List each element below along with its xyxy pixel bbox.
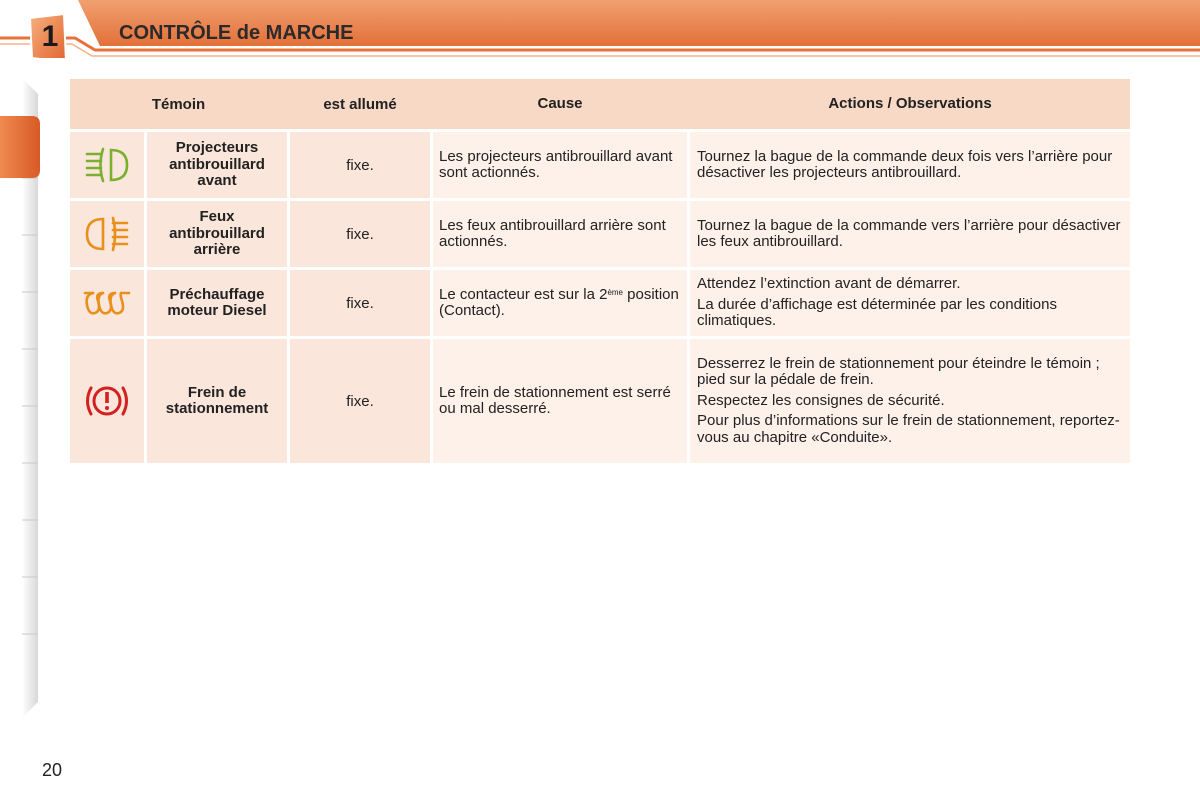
light-cause: Les feux antibrouillard arrière sont actionnés. <box>433 201 687 267</box>
light-name: Feux antibrouillard arrière <box>147 201 287 267</box>
column-header-state: est allumé <box>290 79 430 129</box>
light-state: fixe. <box>290 201 430 267</box>
light-cause: Les projecteurs antibrouillard avant sont actionnés. <box>433 132 687 198</box>
front-fog-light-icon <box>81 145 133 185</box>
cause-text-start: Le contacteur est sur la 2 <box>439 285 608 303</box>
table-row <box>70 339 1130 463</box>
rear-fog-light-icon <box>81 214 133 254</box>
light-actions <box>690 132 1130 198</box>
action-text: Attendez l’extinction avant de démarrer. <box>697 275 961 293</box>
action-text: La durée d’affichage est déterminée par les conditions climatiques. <box>697 295 1057 330</box>
icon-cell <box>70 339 144 463</box>
icon-cell <box>70 201 144 267</box>
light-name: Préchauffage moteur Diesel <box>147 270 287 336</box>
table-row <box>70 201 1130 267</box>
column-header-cause: Cause <box>433 79 687 129</box>
diesel-preheating-icon <box>81 283 133 323</box>
page-number: 20 <box>42 760 63 780</box>
light-actions <box>690 270 1130 336</box>
icon-cell <box>70 132 144 198</box>
light-state: fixe. <box>290 132 430 198</box>
table-row <box>70 270 1130 336</box>
light-state: fixe. <box>290 339 430 463</box>
light-name: Frein de stationnement <box>147 339 287 463</box>
cause-superscript: ème <box>607 287 623 297</box>
chapter-number: 1 <box>41 20 59 53</box>
column-header-actions: Actions / Observations <box>690 79 1130 129</box>
chapter-header <box>0 0 1200 58</box>
column-header-temoin: Témoin <box>70 79 287 129</box>
action-text: Tournez la bague de la commande vers l’arrière pour désactiver les feux antibrouillard. <box>697 216 1121 250</box>
action-text: Pour plus d’informations sur le frein de stationnement, reportez-vous au chapitre «Conduite». <box>697 412 1120 446</box>
page-title: CONTRÔLE de MARCHE <box>119 22 354 44</box>
table-header-row <box>70 79 1130 129</box>
action-text: Tournez la bague de la commande deux fois vers l’arrière pour désactiver les projecteurs antibrouillard. <box>697 147 1113 181</box>
light-cause: Le frein de stationnement est serré ou mal desserré. <box>433 339 687 463</box>
parking-brake-icon <box>81 379 133 423</box>
chapter-side-tabs <box>0 78 44 718</box>
side-tabs-graphic <box>0 78 44 718</box>
light-state: fixe. <box>290 270 430 336</box>
action-text: Desserrez le frein de stationnement pour éteindre le témoin ; pied sur la pédale de frein. <box>697 354 1100 389</box>
icon-cell <box>70 270 144 336</box>
light-actions <box>690 339 1130 463</box>
table-row <box>70 132 1130 198</box>
light-actions <box>690 201 1130 267</box>
cause-text-end: position (Contact). <box>439 285 679 319</box>
light-cause <box>433 270 687 336</box>
light-name: Projecteurs antibrouillard avant <box>147 132 287 198</box>
action-text: Respectez les consignes de sécurité. <box>697 391 945 409</box>
